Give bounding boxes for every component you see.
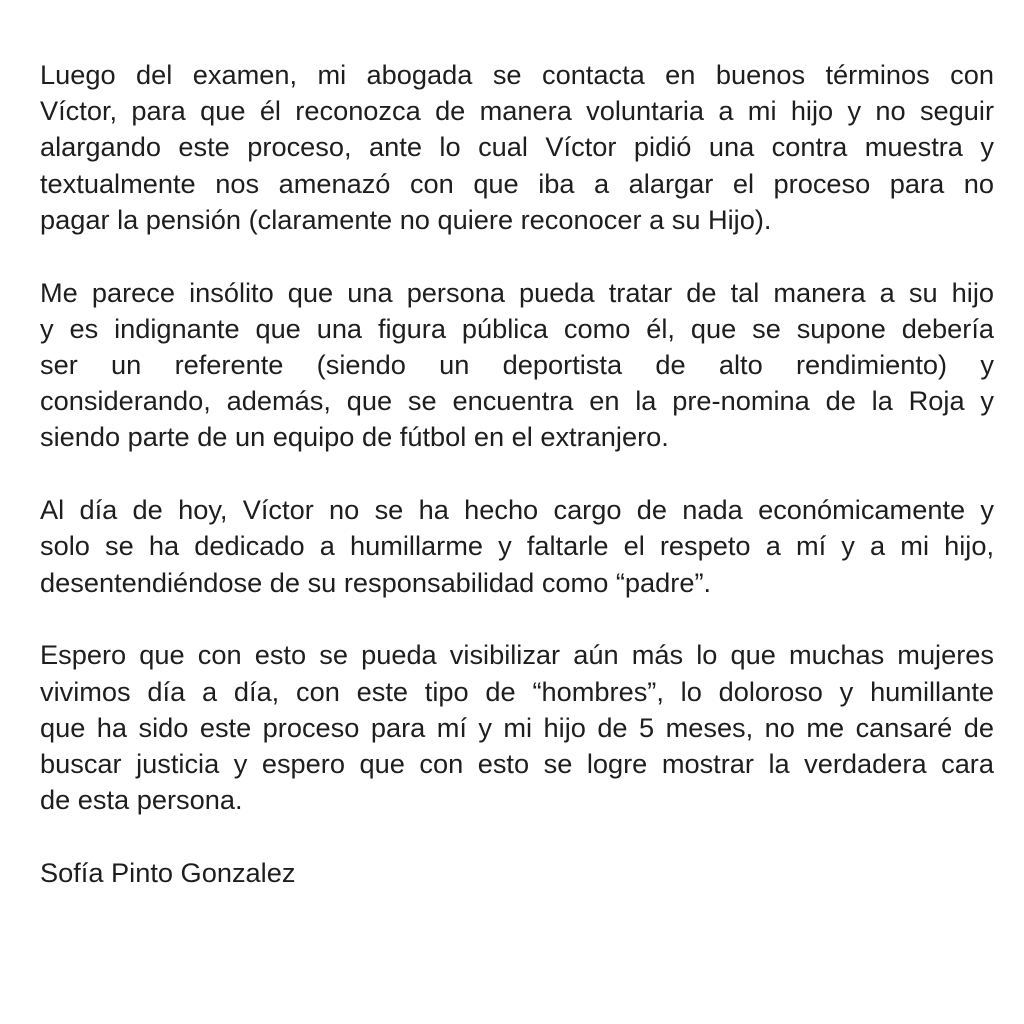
paragraph-4 xyxy=(40,637,994,818)
paragraph-line: vivimos día a día, con este tipo de “hombres”, lo doloroso y humillante xyxy=(40,675,994,707)
paragraph-line: textualmente nos amenazó con que iba a alargar el proceso para no xyxy=(40,167,994,199)
paragraph-line: desentendiéndose de su responsabilidad como “padre”. xyxy=(40,566,712,598)
paragraph-line: Espero que con esto se pueda visibilizar aún más lo que muchas mujeres xyxy=(40,639,994,671)
paragraph-2 xyxy=(40,275,994,456)
paragraph-line: y es indignante que una figura pública como él, que se supone debería xyxy=(40,312,994,344)
paragraph-1 xyxy=(40,57,994,238)
paragraph-3 xyxy=(40,492,994,601)
letter-document xyxy=(40,57,994,891)
paragraph-line: buscar justicia y espero que con esto se logre mostrar la verdadera cara xyxy=(40,748,994,780)
paragraph-line: ser un referente (siendo un deportista de alto rendimiento) y xyxy=(40,349,994,381)
paragraph-line: alargando este proceso, ante lo cual Víctor pidió una contra muestra y xyxy=(40,131,994,163)
paragraph-line: considerando, además, que se encuentra en la pre-nomina de la Roja y xyxy=(40,385,994,417)
paragraph-line: Al día de hoy, Víctor no se ha hecho cargo de nada económicamente y xyxy=(40,494,994,526)
paragraph-line: solo se ha dedicado a humillarme y faltarle el respeto a mí y a mi hijo, xyxy=(40,530,994,562)
paragraph-line: Víctor, para que él reconozca de manera voluntaria a mi hijo y no seguir xyxy=(40,95,994,127)
paragraph-line: siendo parte de un equipo de fútbol en el extranjero. xyxy=(40,421,669,453)
paragraph-line: pagar la pensión (claramente no quiere reconocer a su Hijo). xyxy=(40,203,772,235)
paragraph-line: Me parece insólito que una persona pueda tratar de tal manera a su hijo xyxy=(40,276,994,308)
paragraph-line: que ha sido este proceso para mí y mi hijo de 5 meses, no me cansaré de xyxy=(40,711,994,743)
signature: Sofía Pinto Gonzalez xyxy=(40,857,296,889)
paragraph-line: Luego del examen, mi abogada se contacta en buenos términos con xyxy=(40,59,994,90)
paragraph-line: de esta persona. xyxy=(40,784,243,816)
